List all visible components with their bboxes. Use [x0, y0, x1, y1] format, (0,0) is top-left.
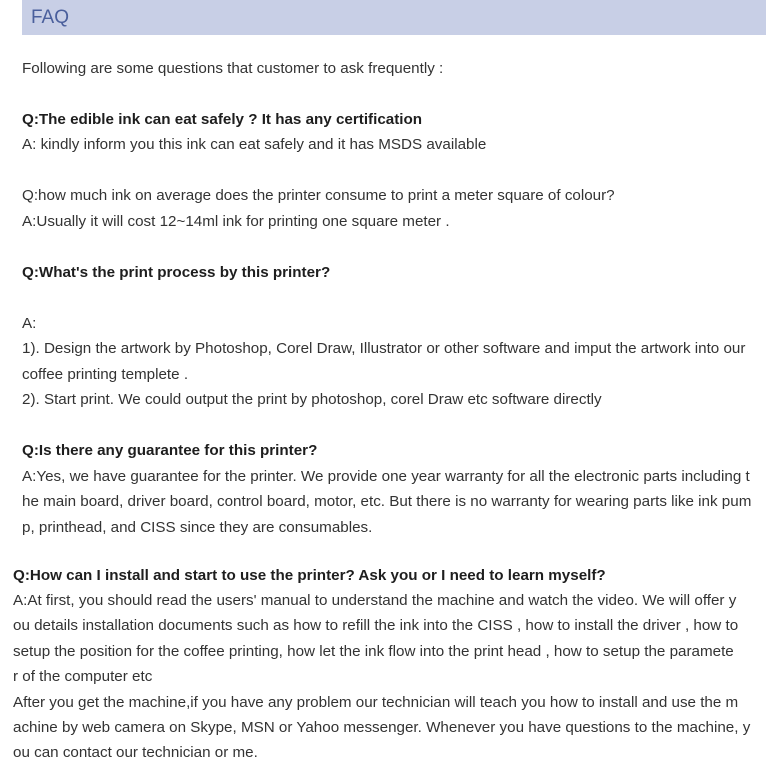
faq5-answer-line: ou details installation documents such as how to refill the ink into the CISS , how to install the driver , how to — [13, 617, 739, 634]
faq3-question: Q:What's the print process by this printer? — [22, 264, 331, 281]
faq5-answer-line: achine by web camera on Skype, MSN or Yahoo messenger. Whenever you have questions to the machine, y — [13, 719, 751, 736]
faq5-answer-line: setup the position for the coffee printing, how let the ink flow into the print head , how to setup the paramete — [13, 643, 734, 660]
intro-text: Following are some questions that customer to ask frequently : — [22, 60, 444, 77]
faq5-answer-line: A:At first, you should read the users' manual to understand the machine and watch the video. We will offer y — [13, 592, 737, 609]
faq1-question: Q:The edible ink can eat safely ? It has any certification — [22, 111, 423, 128]
faq-title: FAQ — [31, 7, 70, 28]
faq5-question: Q:How can I install and start to use the printer? Ask you or I need to learn myself? — [13, 567, 606, 584]
faq4-answer-line: p, printhead, and CISS since they are consumables. — [22, 519, 373, 536]
faq1-answer: A: kindly inform you this ink can eat safely and it has MSDS available — [22, 136, 487, 153]
faq4-question: Q:Is there any guarantee for this printer? — [22, 442, 318, 459]
faq5-answer-line: After you get the machine,if you have any problem our technician will teach you how to install and use the m — [13, 694, 739, 711]
faq4-answer-line: he main board, driver board, control board, motor, etc. But there is no warranty for wearing parts like ink pum — [22, 493, 752, 510]
faq3-answer-line: 2). Start print. We could output the print by photoshop, corel Draw etc software directly — [22, 391, 602, 408]
faq3-answer-line: 1). Design the artwork by Photoshop, Corel Draw, Illustrator or other software and imput the artwork into our — [22, 340, 746, 357]
faq5-answer-line: r of the computer etc — [13, 668, 153, 685]
faq3-answer-label: A: — [22, 315, 37, 332]
faq2-answer: A:Usually it will cost 12~14ml ink for printing one square meter . — [22, 213, 450, 230]
faq-header-bar — [22, 0, 766, 35]
faq4-answer-line: A:Yes, we have guarantee for the printer. We provide one year warranty for all the electronic parts including t — [22, 468, 750, 485]
faq2-question: Q:how much ink on average does the printer consume to print a meter square of colour? — [22, 187, 615, 204]
faq3-answer-line: coffee printing templete . — [22, 366, 189, 383]
faq5-answer-line: ou can contact our technician or me. — [13, 744, 258, 761]
